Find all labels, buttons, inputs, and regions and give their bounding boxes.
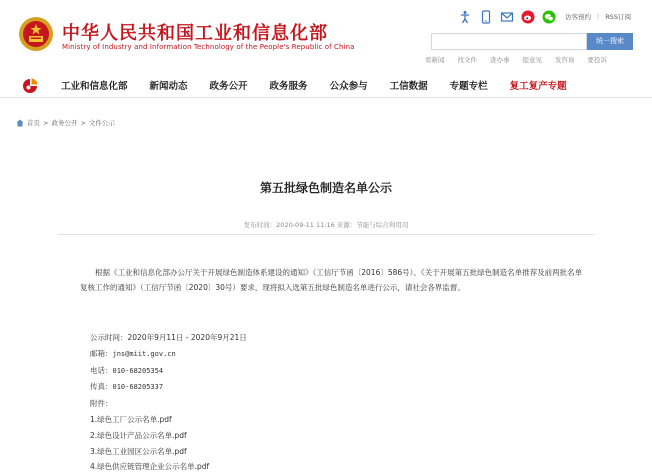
- search-input[interactable]: [431, 33, 587, 50]
- quick-link-services[interactable]: 查办事: [490, 56, 510, 64]
- attachment-link-industrial-parks[interactable]: 3.绿色工业园区公示名单.pdf: [90, 446, 187, 456]
- weibo-icon[interactable]: [521, 10, 535, 24]
- accessibility-icon[interactable]: [458, 10, 472, 24]
- quick-links: [425, 55, 607, 64]
- accessibility-tools: [458, 9, 563, 25]
- nav-item-news[interactable]: 新闻动态: [149, 81, 188, 92]
- ministry-logo-icon: [22, 78, 38, 94]
- email-label: 邮箱：: [90, 348, 113, 358]
- nav-divider: [0, 97, 652, 98]
- site-header: [0, 0, 652, 70]
- breadcrumb-separator: >: [80, 118, 86, 127]
- phone-line: [90, 363, 247, 380]
- article-meta: 发布时间：2020-09-11 11:16 来源：节能与综合利用司: [243, 221, 409, 229]
- nav-item-participation[interactable]: 公众参与: [329, 81, 368, 92]
- breadcrumb-government-affairs[interactable]: 政务公开: [51, 119, 78, 127]
- nav-item-topics[interactable]: 专题专栏: [449, 81, 488, 92]
- search-button[interactable]: 统一搜索: [587, 33, 633, 50]
- breadcrumb: [16, 118, 115, 127]
- email-value[interactable]: jns@miit.gov.cn: [112, 349, 176, 358]
- phone-value: 010-68205354: [112, 366, 164, 375]
- phone-label: 电话：: [90, 365, 113, 375]
- quick-link-consult[interactable]: 发咨询: [555, 56, 575, 64]
- mobile-icon[interactable]: [479, 10, 493, 24]
- article-body: [80, 265, 585, 295]
- attachment-link-factory[interactable]: 1.绿色工厂公示名单.pdf: [90, 414, 172, 424]
- rss-link[interactable]: RSS订阅: [605, 13, 631, 21]
- attachment-link-supply-chain[interactable]: 4.绿色供应链管理企业公示名单.pdf: [90, 462, 210, 472]
- nav-item-services[interactable]: 政务服务: [269, 81, 308, 92]
- attachments-label: 附件：: [90, 399, 113, 409]
- home-icon: [16, 119, 24, 127]
- breadcrumb-file-announcement[interactable]: 文件公示: [88, 119, 115, 127]
- attachment-link-design-products[interactable]: 2.绿色设计产品公示名单.pdf: [90, 430, 187, 440]
- article-title: 第五批绿色制造名单公示: [259, 181, 392, 195]
- fax-value: 010-68205337: [112, 383, 164, 392]
- article-paragraph: 根据《工业和信息化部办公厅关于开展绿色制造体系建设的通知》（工信厅节函〔2016〕586号）、《关于开展第五批绿色制造名单推荐及前两批名单复核工作的通知》（工信厅节函〔2020〕30号）要求，现将拟入选第五批绿色制造名单进行公示，请社会各界监督。: [80, 268, 583, 292]
- announcement-period: 公示时间：2020年9月11日 - 2020年9月21日: [90, 333, 247, 342]
- mail-icon[interactable]: [500, 10, 514, 24]
- quick-link-news[interactable]: 看新闻: [425, 56, 445, 64]
- quick-link-files[interactable]: 找文件: [457, 56, 477, 64]
- meta-divider: [58, 234, 594, 235]
- main-nav: [0, 70, 652, 98]
- wechat-icon[interactable]: [542, 10, 556, 24]
- divider: |: [597, 12, 600, 20]
- visitor-appointment-link[interactable]: 访客预约: [565, 13, 591, 21]
- article-details: [90, 330, 247, 475]
- top-links: [565, 12, 631, 21]
- nav-item-ministry[interactable]: 工业和信息化部: [61, 81, 128, 92]
- site-subtitle: Ministry of Industry and Information Technology of the People's Republic of China: [62, 43, 355, 51]
- national-emblem-icon: [18, 15, 54, 53]
- quick-link-suggestions[interactable]: 提意见: [522, 56, 542, 64]
- nav-item-resumption[interactable]: 复工复产专题: [509, 81, 567, 92]
- breadcrumb-home[interactable]: 首页: [27, 119, 40, 127]
- email-line: [90, 346, 247, 363]
- nav-item-data[interactable]: 工信数据: [389, 81, 428, 92]
- fax-line: [90, 379, 247, 396]
- quick-link-complaint[interactable]: 要投诉: [587, 56, 607, 64]
- fax-label: 传真：: [90, 382, 113, 392]
- nav-item-government-affairs[interactable]: 政务公开: [209, 81, 248, 92]
- breadcrumb-separator: >: [43, 118, 49, 127]
- site-title[interactable]: 中华人民共和国工业和信息化部: [62, 23, 328, 44]
